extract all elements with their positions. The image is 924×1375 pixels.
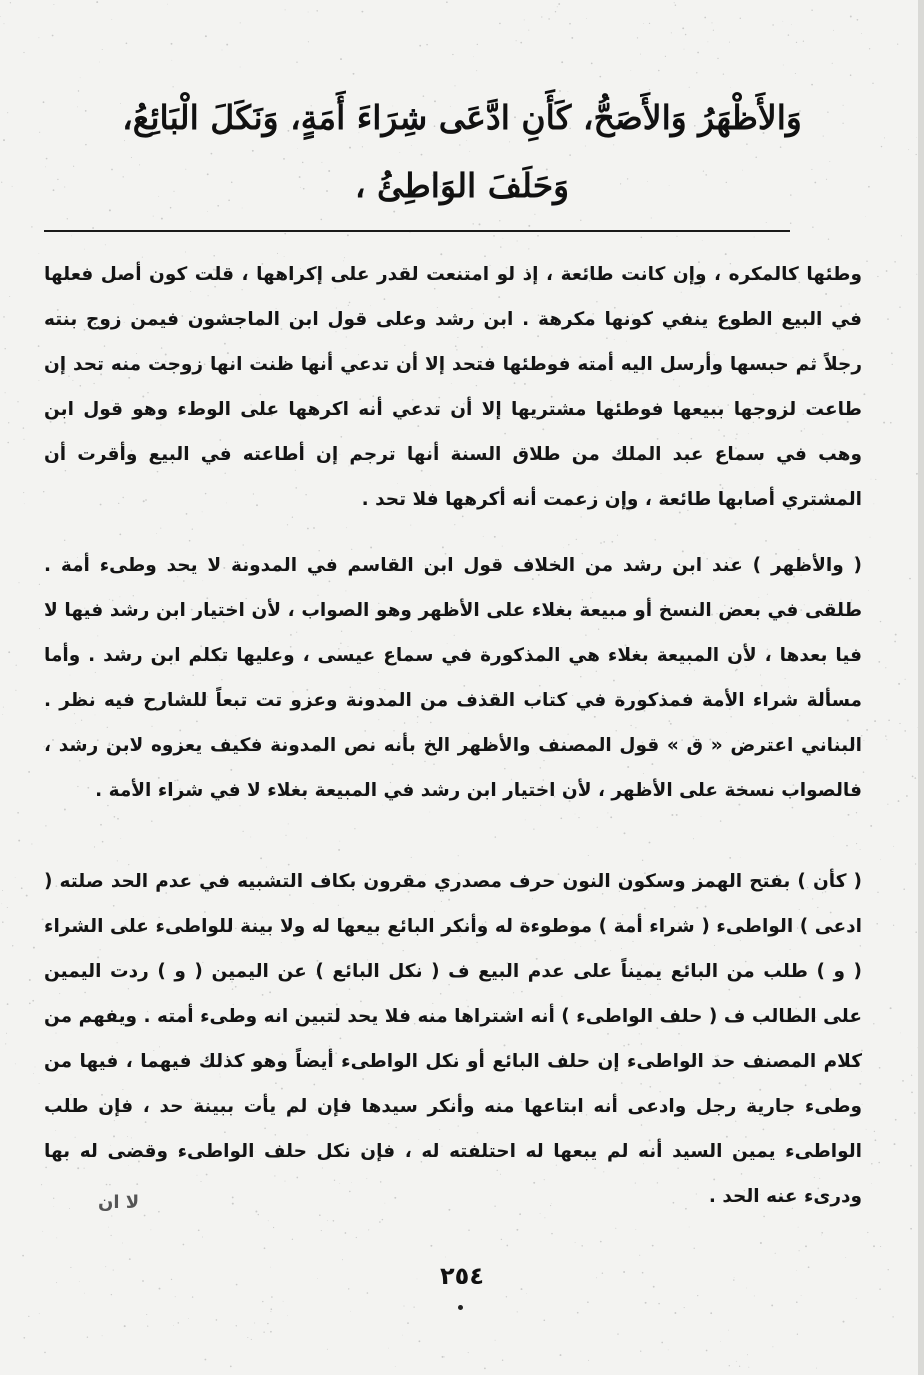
- marginal-note: لا ان: [98, 1192, 140, 1213]
- section-heading-line-1: وَالأَظْهَرُ وَالأَصَحُّ، كَأَنِ ادَّعَى شِرَاءَ أَمَةٍ، وَنَكَلَ الْبَائِعُ،: [122, 98, 802, 137]
- page-dot-mark: [458, 1305, 463, 1310]
- commentary-paragraph-2: ( والأظهر ) عند ابن رشد من الخلاف قول ابن القاسم في المدونة لا يحد وطىء أمة . طلقى في بعض النسخ أو مبيعة بغلاء على الأظهر وهو الصواب ، لأن اختيار ابن رشد فيها لا فيا بعدها ، لأن المبيعة بغلاء هي المذكورة في سماع عيسى ، وعليها تكلم ابن رشد . وأما مسألة شراء الأمة فمذكورة في كتاب القذف من المدونة وعزو تت تبعاً للشارح فيه نظر . البناني اعترض « ق » قول المصنف والأظهر الخ بأنه نص المدونة فكيف يعزوه لابن رشد ، فالصواب نسخة على الأظهر ، لأن اختيار ابن رشد في المبيعة بغلاء لا في شراء الأمة .: [44, 555, 862, 801]
- commentary-paragraph-3: ( كأن ) بفتح الهمز وسكون النون حرف مصدري مقرون بكاف التشبيه في عدم الحد صلته ( ادعى ) الواطىء ( شراء أمة ) موطوءة له وأنكر البائع بيعها له ولا بينة للواطىء على الشراء ( و ) طلب من البائع يميناً على عدم البيع ف ( نكل البائع ) عن اليمين ( و ) ردت اليمين على الطالب ف ( حلف الواطىء ) أنه اشتراها منه فلا يحد لتبين انه وطىء أمته . ويفهم من كلام المصنف حد الواطىء إن حلف البائع أو نكل الواطىء أيضاً وهو كذلك فيهما ، فيها من وطىء جارية رجل وادعى أنه ابتاعها منه وأنكر سيدها فإن لم يأت ببينة حد ، فإن طلب الواطىء يمين السيد أنه لم يبعها له احتلفته له ، فإن نكل حلف الواطىء وقضى له بها ودرىء عنه الحد .: [44, 871, 862, 1207]
- page-number: ٢٥٤: [440, 1262, 484, 1290]
- heading-rule-divider: [44, 230, 790, 232]
- commentary-paragraph-1: وطئها كالمكره ، وإن كانت طائعة ، إذ لو امتنعت لقدر على إكراهها ، قلت كون أصل فعلها في البيع الطوع ينفي كونها مكرهة . ابن رشد وعلى قول ابن الماجشون فيمن زوج بنته رجلاً ثم حبسها وأرسل اليه أمته فوطئها فتحد إلا أن تدعي أنها ظنت انها زوجت منه تحد إن طاعت لزوجها ببيعها فوطئها مشتريها إلا أن تدعي أنه اكرهها على الوطء وهو قول ابن وهب في سماع عبد الملك من طلاق السنة أنها ترجم إن أطاعته في البيع وأقرت أن المشتري أصابها طائعة ، وإن زعمت أنه أكرهها فلا تحد .: [44, 264, 862, 510]
- section-heading-line-2: وَحَلَفَ الوَاطِئُ ،: [354, 166, 570, 205]
